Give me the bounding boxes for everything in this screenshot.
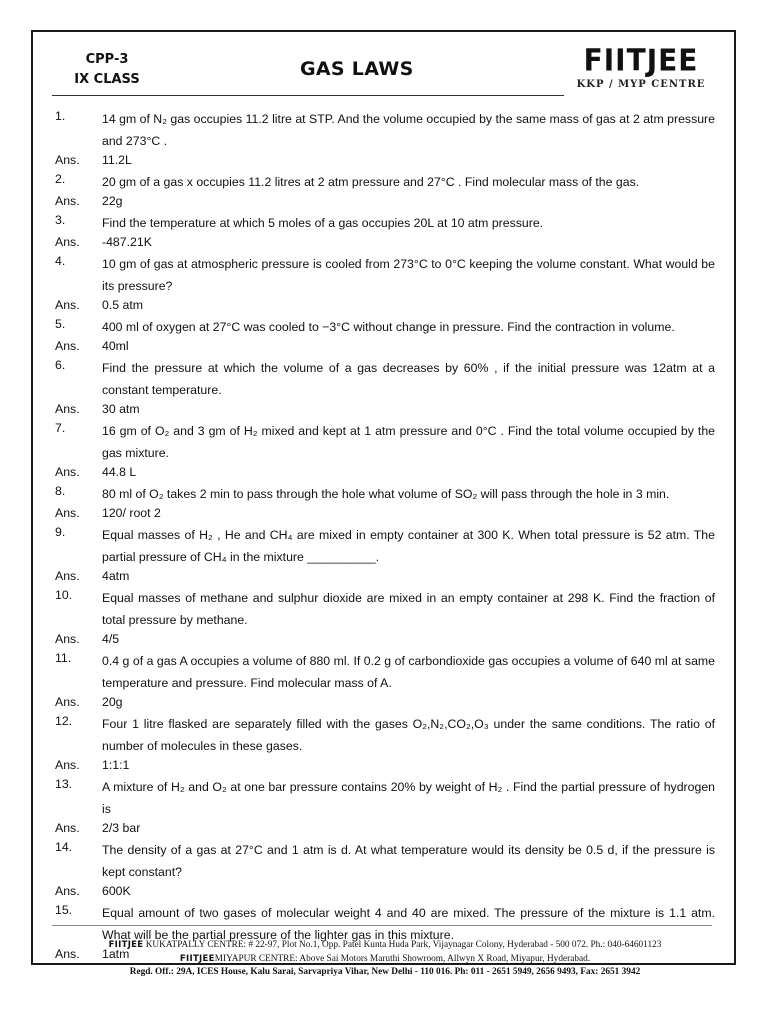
answer-item	[55, 694, 715, 711]
question-text: Find the pressure at which the volume of a gas decreases by 60% , if the initial pressure was 12atm at a constant temperature.	[102, 361, 715, 397]
footer-regd-label: Regd. Off.:	[129, 967, 174, 977]
answer-text: -487.21K	[102, 235, 152, 249]
answer-label: Ans.	[55, 402, 80, 416]
class-name: IX CLASS	[74, 72, 140, 87]
logo-subtitle: KKP / MYP CENTRE	[576, 79, 706, 90]
answer-item	[55, 820, 715, 837]
question-number: 15.	[55, 903, 73, 917]
answer-label: Ans.	[55, 298, 80, 312]
question-number: 8.	[55, 484, 66, 498]
answer-item	[55, 297, 715, 314]
answer-label: Ans.	[55, 821, 80, 835]
footer-miyapur-text: MIYAPUR CENTRE: Above Sai Motors Maruthi Showroom, Allwyn X Road, Miyapur, Hyderabad.	[214, 953, 591, 964]
footer-line-miyapur	[40, 953, 730, 967]
header-divider	[52, 95, 564, 96]
question-item	[55, 212, 715, 234]
question-number: 7.	[55, 421, 66, 435]
answer-text: 11.2L	[102, 153, 132, 167]
question-text: 14 gm of N₂ gas occupies 11.2 litre at STP. And the volume occupied by the same mass of gas at 2 atm pressure and 273°C .	[102, 112, 715, 148]
question-number: 5.	[55, 317, 66, 331]
question-text: The density of a gas at 27°C and 1 atm is d. At what temperature would its density be 0.5 d, if the pressure is kept constant?	[102, 843, 715, 879]
question-item	[55, 587, 715, 631]
answer-text: 30 atm	[102, 402, 140, 416]
footer-line-kukatpally	[40, 939, 730, 953]
answer-label: Ans.	[55, 506, 80, 520]
question-item	[55, 357, 715, 401]
answer-item	[55, 464, 715, 481]
question-text: Find the temperature at which 5 moles of a gas occupies 20L at 10 atm pressure.	[102, 216, 544, 230]
question-number: 1.	[55, 109, 66, 123]
question-item	[55, 171, 715, 193]
footer-brand: FIITJEE	[108, 940, 144, 950]
question-number: 11.	[55, 651, 72, 665]
question-text: 80 ml of O₂ takes 2 min to pass through the hole what volume of SO₂ will pass through the hole in 3 min.	[102, 487, 670, 501]
footer-brand: FIITJEE	[179, 953, 215, 964]
answer-text: 20g	[102, 695, 123, 709]
question-number: 2.	[55, 172, 66, 186]
answer-item	[55, 883, 715, 900]
answer-label: Ans.	[55, 235, 80, 249]
answer-item	[55, 193, 715, 210]
answer-label: Ans.	[55, 632, 80, 646]
answer-item	[55, 631, 715, 648]
answer-label: Ans.	[55, 884, 80, 898]
answer-label: Ans.	[55, 695, 80, 709]
answer-item	[55, 234, 715, 251]
footer-regd-text: 29A, ICES House, Kalu Sarai, Sarvapriya Vihar, New Delhi - 110 016. Ph: 011 - 2651 5949, 2656 9493, Fax: 2651 3942	[176, 967, 641, 977]
answer-text: 120/ root 2	[102, 506, 161, 520]
answer-text: 40ml	[102, 339, 129, 353]
question-number: 14.	[55, 840, 73, 854]
question-text: A mixture of H₂ and O₂ at one bar pressure contains 20% by weight of H₂ . Find the partial pressure of hydrogen is	[102, 780, 715, 816]
answer-label: Ans.	[55, 153, 80, 167]
question-item	[55, 483, 715, 505]
question-number: 3.	[55, 213, 66, 227]
question-number: 10.	[55, 588, 73, 602]
answer-label: Ans.	[55, 465, 80, 479]
question-list	[55, 106, 715, 963]
answer-label: Ans.	[55, 947, 80, 961]
question-item	[55, 420, 715, 464]
answer-label: Ans.	[55, 339, 80, 353]
question-number: 6.	[55, 358, 66, 372]
cpp-code: CPP-3	[85, 52, 129, 67]
question-text: 400 ml of oxygen at 27°C was cooled to −3°C without change in pressure. Find the contraction in volume.	[102, 320, 675, 334]
footer-kukatpally-text: KUKATPALLY CENTRE: # 22-97, Plot No.1, Opp. Patel Kunta Huda Park, Vijaynagar Colony, Hyderabad - 500 072. Ph.: 040-64601123	[145, 940, 662, 950]
question-text: 20 gm of a gas x occupies 11.2 litres at 2 atm pressure and 27°C . Find molecular mass of the gas.	[102, 175, 640, 189]
question-item	[55, 839, 715, 883]
answer-text: 600K	[102, 884, 131, 898]
question-number: 4.	[55, 254, 66, 268]
answer-text: 2/3 bar	[102, 821, 141, 835]
footer-line-regd-office	[40, 966, 730, 980]
question-item	[55, 713, 715, 757]
answer-label: Ans.	[55, 194, 80, 208]
answer-text: 4atm	[102, 569, 130, 583]
footer	[40, 939, 730, 980]
answer-text: 4/5	[102, 632, 120, 646]
page-title: GAS LAWS	[300, 58, 414, 80]
answer-text: 22g	[102, 194, 123, 208]
question-text: Equal masses of methane and sulphur dioxide are mixed in an empty container at 298 K. Find the fraction of total pressure by methane.	[102, 591, 715, 627]
answer-text: 0.5 atm	[102, 298, 144, 312]
answer-item	[55, 338, 715, 355]
answer-item	[55, 505, 715, 522]
question-text: Equal amount of two gases of molecular weight 4 and 40 are mixed. The pressure of the mixture is 1.1 atm. What will be the partial pressure of the lighter gas in this mixture.	[102, 906, 715, 942]
question-text: Four 1 litre flasked are separately filled with the gases O₂,N₂,CO₂,O₃ under the same conditions. The ratio of number of molecules in these gases.	[102, 717, 715, 753]
question-item	[55, 253, 715, 297]
logo-wordmark: FIITJEE	[583, 42, 699, 79]
answer-label: Ans.	[55, 569, 80, 583]
question-text: 0.4 g of a gas A occupies a volume of 880 ml. If 0.2 g of carbondioxide gas occupies a volume of 640 ml at same temperature and pressure. Find molecular mass of A.	[102, 654, 715, 690]
question-text: 10 gm of gas at atmospheric pressure is cooled from 273°C to 0°C keeping the volume constant. What would be its pressure?	[102, 257, 715, 293]
answer-text: 44.8 L	[102, 465, 137, 479]
question-number: 13.	[55, 777, 73, 791]
question-item	[55, 316, 715, 338]
question-item	[55, 524, 715, 568]
question-item	[55, 776, 715, 820]
answer-item	[55, 568, 715, 585]
answer-item	[55, 757, 715, 774]
footer-divider	[52, 925, 712, 926]
answer-item	[55, 401, 715, 418]
question-text: Equal masses of H₂ , He and CH₄ are mixed in empty container at 300 K. When total pressure is 52 atm. The partial pressure of CH₄ in the mixture __________.	[102, 528, 715, 564]
question-item	[55, 108, 715, 152]
question-number: 9.	[55, 525, 66, 539]
fiitjee-logo	[571, 44, 711, 96]
question-number: 12.	[55, 714, 73, 728]
header-code-block	[52, 50, 162, 90]
answer-text: 1atm	[102, 947, 130, 961]
answer-item	[55, 152, 715, 169]
answer-label: Ans.	[55, 758, 80, 772]
answer-text: 1:1:1	[102, 758, 130, 772]
question-text: 16 gm of O₂ and 3 gm of H₂ mixed and kept at 1 atm pressure and 0°C . Find the total volume occupied by the gas mixture.	[102, 424, 715, 460]
question-item	[55, 650, 715, 694]
